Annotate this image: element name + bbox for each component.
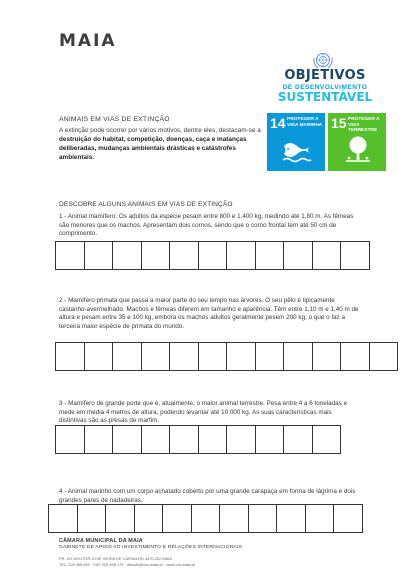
fish-icon: [281, 135, 313, 165]
footer-address: PR. DO DOUTOR JOSÉ VIEIRA DE CARVALHO 4470-202 MAIA: [59, 556, 172, 561]
sdg-title: OBJETIVOS: [284, 68, 366, 83]
letter-box[interactable]: [340, 241, 370, 270]
letter-box[interactable]: [84, 342, 114, 371]
intro-text-highlight: destruição do habitat, competição, doenças, caça e matanças deliberadas, mudanças ambientais drásticas e catástrofes ambientais.: [59, 136, 247, 161]
clue-4-text: 4 - Animal marinho com um corpo achatado coberto por uma grande carapaça em forma de lágrima e dois grandes pares de nadadeiras.: [59, 488, 356, 504]
letter-box[interactable]: [226, 241, 256, 270]
maia-logo: MAIA: [59, 31, 117, 51]
letter-box[interactable]: [77, 504, 107, 533]
letter-box[interactable]: [84, 241, 114, 270]
letter-box[interactable]: [283, 342, 313, 371]
letter-box[interactable]: [162, 504, 192, 533]
letter-box[interactable]: [198, 425, 228, 454]
letter-box[interactable]: [105, 504, 135, 533]
goal-label: PROTEGER A VIDA MARINHA: [287, 117, 323, 128]
sdg-subtitle-small: DE DESENVOLVIMENTO: [282, 84, 368, 91]
intro-heading: ANIMAIS EM VIAS DE EXTINÇÃO: [59, 116, 170, 123]
footer-dept: GABINETE DE APOIO AO INVESTIMENTO E RELAÇÕES INTERNACIONAIS: [59, 545, 242, 550]
clue-3-text: 3 - Mamífero de grande porte que é, atualmente, o maior animal terrestre. Pesa entre 4 a 6 toneladas e mede em média 4 metros de altura, podendo levantar até 10.000 kg. As suas características mais distintivas são as presas de marfim.: [59, 400, 348, 425]
letter-box[interactable]: [219, 504, 249, 533]
letter-box[interactable]: [276, 504, 306, 533]
letter-box[interactable]: [169, 342, 199, 371]
letter-box[interactable]: [84, 425, 114, 454]
letter-box[interactable]: [255, 425, 285, 454]
letter-box[interactable]: [112, 241, 142, 270]
letter-box[interactable]: [283, 425, 313, 454]
sdg-goal-14-tile: [267, 113, 325, 171]
answer-boxes-3: [55, 425, 340, 454]
clue-1-text: 1 - Animal mamífero. Os adultos da espécie pesam entre 800 e 1.400 kg, medindo até 1,80 m. As fêmeas são menores que os machos. Apresentam dois cornos, sendo que o corno frontal tem até 50 cm de comprimento.: [59, 213, 354, 238]
letter-box[interactable]: [55, 241, 85, 270]
letter-box[interactable]: [333, 504, 363, 533]
letter-box[interactable]: [55, 342, 85, 371]
exercise-heading: DESCOBRE ALGUNS ANIMAIS EM VIAS DE EXTINÇÃO: [59, 201, 233, 208]
letter-box[interactable]: [141, 425, 171, 454]
letter-box[interactable]: [198, 241, 228, 270]
footer-org: CÂMARA MUNICIPAL DA MAIA: [59, 538, 143, 544]
tree-icon: [342, 135, 374, 165]
letter-box[interactable]: [198, 342, 228, 371]
letter-box[interactable]: [141, 241, 171, 270]
letter-box[interactable]: [191, 504, 221, 533]
letter-box[interactable]: [283, 241, 313, 270]
letter-box[interactable]: [248, 504, 278, 533]
letter-box[interactable]: [112, 425, 142, 454]
letter-box[interactable]: [255, 342, 285, 371]
intro-text-plain: A extinção pode ocorrer por vários motivos, dentre eles, destacam-se a: [59, 127, 261, 134]
letter-box[interactable]: [112, 342, 142, 371]
letter-box[interactable]: [169, 425, 199, 454]
goal-label: PROTEGER A VIDA TERRESTRE: [348, 117, 380, 133]
sdg-subtitle-large: SUSTENTÁVEL: [277, 90, 373, 104]
letter-box[interactable]: [312, 425, 342, 454]
letter-box[interactable]: [169, 241, 199, 270]
intro-paragraph: [59, 126, 264, 162]
answer-boxes-2: [55, 342, 397, 371]
letter-box[interactable]: [312, 241, 342, 270]
footer-contacts: TEL. 229 408 600 · FAX 229 498 170 · direção@cm-maia.pt · www.cm-maia.pt: [59, 562, 195, 567]
letter-box[interactable]: [226, 425, 256, 454]
sdg-goal-15-tile: [328, 113, 386, 171]
letter-box[interactable]: [134, 504, 164, 533]
clue-2-text: 2 - Mamífero primata que passa a maior parte do seu tempo nas árvores. O seu pêlo é tipicamente castanho-avermelhado. Machos e fêmeas diferem em tamanho e aparência. Têm entre 1,10 m e 1,40 m de altura e pesam entre 35 e 100 kg, embora os machos adultos geralmente pesem 200 kg, o que o faz a terceira maior espécie de primata do mundo.: [59, 297, 359, 330]
letter-box[interactable]: [312, 342, 342, 371]
letter-box[interactable]: [305, 504, 335, 533]
answer-boxes-4: [48, 504, 362, 533]
letter-box[interactable]: [255, 241, 285, 270]
letter-box[interactable]: [55, 425, 85, 454]
letter-box[interactable]: [226, 342, 256, 371]
letter-box[interactable]: [340, 342, 370, 371]
letter-box[interactable]: [141, 342, 171, 371]
letter-box[interactable]: [48, 504, 78, 533]
goal-number: 15: [331, 115, 347, 131]
letter-box[interactable]: [369, 342, 399, 371]
answer-boxes-1: [55, 241, 369, 270]
goal-number: 14: [270, 115, 286, 131]
